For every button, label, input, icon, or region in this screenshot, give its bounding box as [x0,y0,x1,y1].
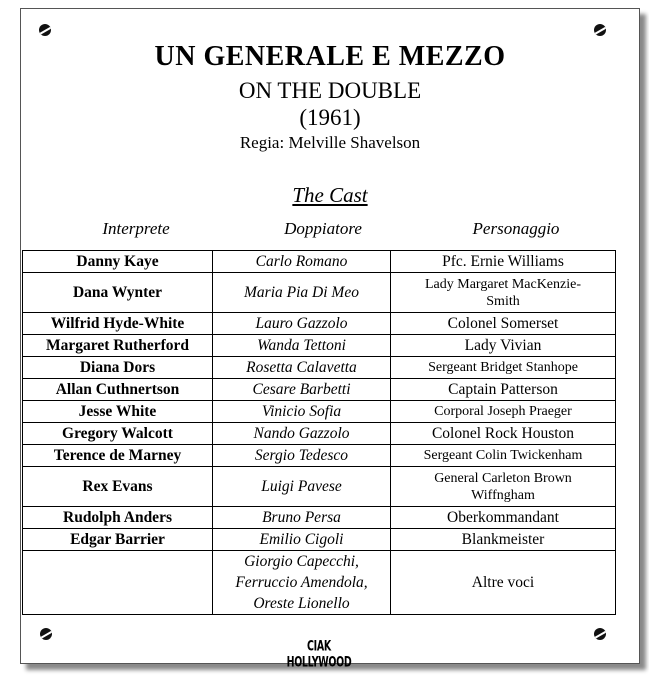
dubber-cell [213,423,391,445]
role-name: Colonel Rock Houston [431,424,575,442]
actor-cell [23,551,213,615]
table-row [23,529,616,551]
dubber-name: Lauro Gazzolo [255,314,348,332]
cast-heading: The Cast [292,183,368,207]
actor-cell: Wilfrid Hyde-White [23,313,213,335]
role-name: Corporal Joseph Praeger [434,404,572,419]
table-row [23,467,616,507]
table-row [23,551,616,615]
dubber-name: Vinicio Sofia [261,402,342,420]
actor-cell: Diana Dors [23,357,213,379]
screw-icon [594,628,606,640]
ciak-hollywood-logo: CIAK HOLLYWOOD [286,638,352,671]
dubber-name: Bruno Persa [262,508,341,526]
actor-cell: Danny Kaye [23,251,213,273]
table-row [23,379,616,401]
director-credit: Regia: Melville Shavelson [239,133,421,152]
dubber-name: Sergio Tedesco [254,446,349,464]
role-name: Colonel Somerset [447,314,559,332]
screw-icon [594,24,606,36]
table-row [23,313,616,335]
table-row [23,401,616,423]
actor-cell: Dana Wynter [23,273,213,313]
role-name: Oberkommandant [447,508,559,526]
role-cell [391,251,616,273]
dubber-name: Emilio Cigoli [259,530,344,548]
role-cell [391,379,616,401]
dubber-cell [213,379,391,401]
actor-cell: Rudolph Anders [23,507,213,529]
screw-icon [40,628,52,640]
dubber-name: Oreste Lionello [253,595,350,612]
dubber-cell [213,273,391,313]
actor-cell: Jesse White [23,401,213,423]
dubber-cell [213,507,391,529]
dubber-cell [213,529,391,551]
role-name: General Carleton Brown [434,470,572,486]
actor-cell: Gregory Walcott [23,423,213,445]
dubber-cell [213,551,391,615]
role-cell [391,551,616,615]
role-name: Sergeant Bridget Stanhope [428,360,578,375]
dubber-name: Carlo Romano [255,252,348,270]
dubber-cell [213,335,391,357]
actor-cell: Rex Evans [23,467,213,507]
table-row [23,357,616,379]
dubber-name: Rosetta Calavetta [246,358,357,376]
dubber-cell [213,357,391,379]
role-name: Altre voci [471,573,535,591]
table-row [23,335,616,357]
actor-cell: Edgar Barrier [23,529,213,551]
column-header-dubber: Doppiatore [284,219,362,238]
cast-table [22,250,616,615]
role-name: Lady Margaret MacKenzie- [425,276,581,292]
role-name: Captain Patterson [448,380,558,398]
role-name: Lady Vivian [464,336,542,354]
table-row [23,423,616,445]
role-cell [391,445,616,467]
table-row [23,273,616,313]
dubber-name: Ferruccio Amendola, [235,574,368,591]
actor-cell: Margaret Rutherford [23,335,213,357]
dubber-cell [213,251,391,273]
dubber-cell [213,467,391,507]
dubber-name: Nando Gazzolo [253,424,350,442]
role-name: Sergeant Colin Twickenham [423,448,583,463]
role-cell [391,401,616,423]
dubber-cell [213,313,391,335]
table-row [23,445,616,467]
column-header-role: Personaggio [472,219,560,238]
table-row [23,251,616,273]
role-name: Blankmeister [461,530,545,548]
film-title-italian: UN GENERALE E MEZZO [154,41,506,72]
dubber-name: Giorgio Capecchi, [244,553,359,570]
role-name: Smith [486,293,520,309]
role-cell [391,507,616,529]
role-name: Wiffngham [471,487,535,503]
actor-cell: Allan Cuthnertson [23,379,213,401]
role-cell [391,467,616,507]
film-title-original: ON THE DOUBLE [238,78,422,103]
role-name: Pfc. Ernie Williams [442,252,564,270]
dubber-name: Wanda Tettoni [257,336,346,354]
column-header-actor: Interprete [102,219,170,238]
dubber-name: Maria Pia Di Meo [244,283,359,301]
role-cell [391,357,616,379]
role-cell [391,529,616,551]
dubber-cell [213,445,391,467]
actor-cell: Terence de Marney [23,445,213,467]
role-cell [391,273,616,313]
dubber-cell [213,401,391,423]
cast-plaque [20,8,640,671]
table-row [23,507,616,529]
role-cell [391,335,616,357]
screw-icon [39,24,51,36]
dubber-name: Cesare Barbetti [252,380,351,398]
role-cell [391,423,616,445]
film-year: (1961) [299,105,361,130]
dubber-name: Luigi Pavese [261,477,342,495]
role-cell [391,313,616,335]
